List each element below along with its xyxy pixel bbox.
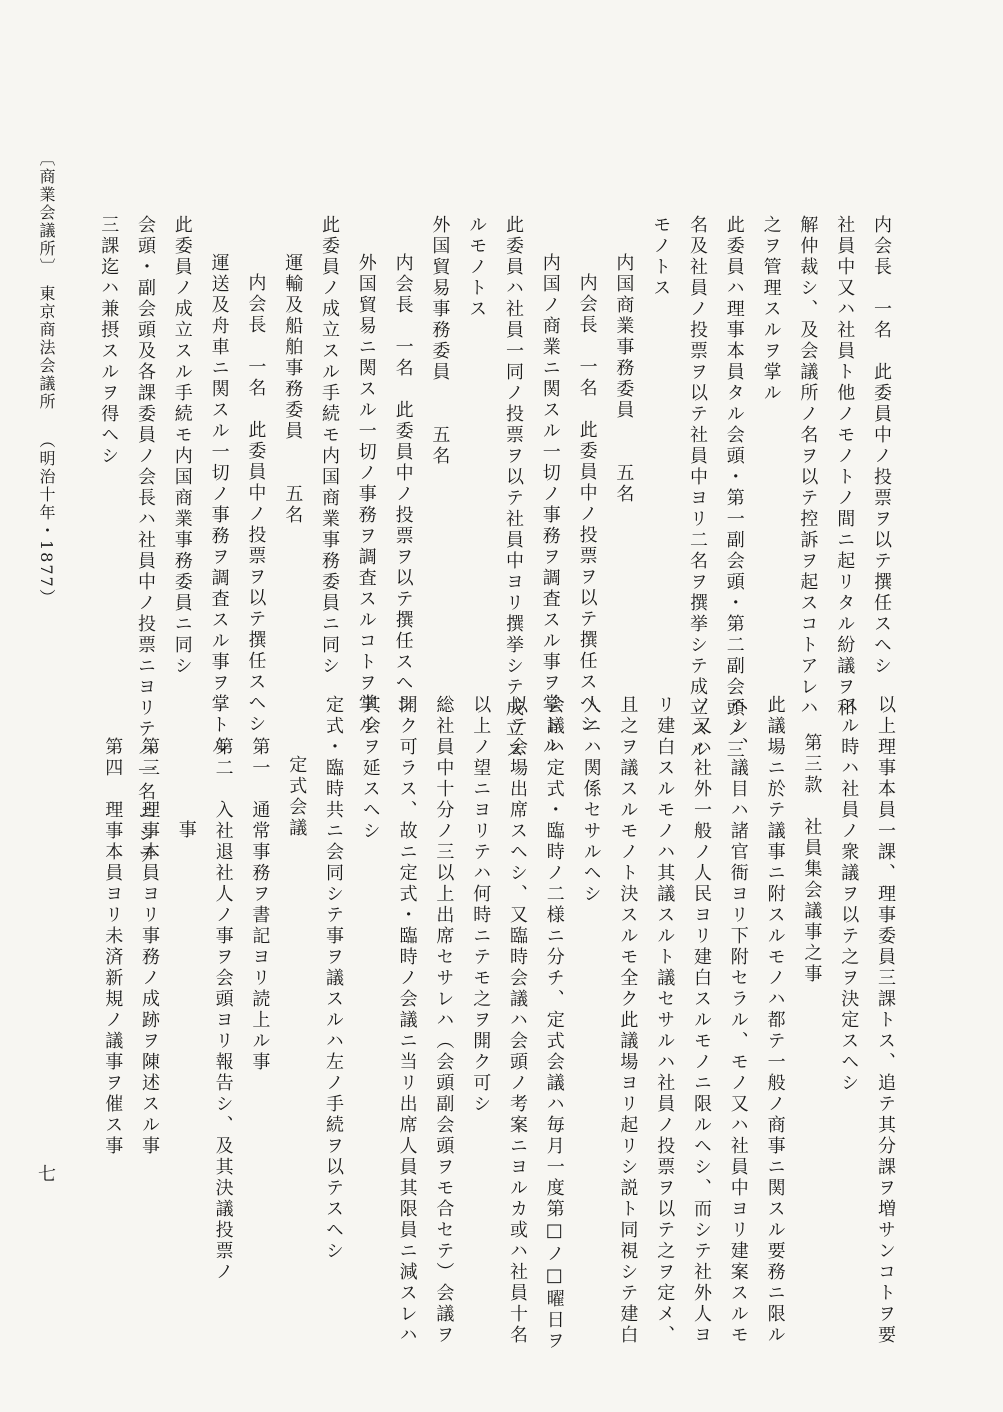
top-text-column: 内会長 一名 此委員中ノ投票ヲ以テ撰任スヘシ (392, 253, 414, 715)
bottom-text-column: 事 (175, 820, 197, 841)
bottom-text-column: 此議場ニ於テ議事ニ附スルモノハ都テ一般ノ商事ニ関スル要務ニ限ル (764, 695, 786, 1346)
bottom-text-column: 人ニハ関係セサルヘシ (580, 695, 602, 905)
top-text-column: 内会長 一名 此委員中ノ投票ヲ以テ撰任スヘシ (245, 273, 267, 735)
top-text-column: 社員中又ハ社員ト他ノモノトノ間ニ起リタル紛議ヲ和 (834, 215, 856, 719)
top-text-column: 内会長 一名 此委員中ノ投票ヲ以テ撰任スヘシ (576, 273, 598, 735)
bottom-text-column: 第四 理事本員ヨリ未済新規ノ議事ヲ催ス事 (102, 737, 124, 1157)
bottom-text-column: 会議ハ定式・臨時ノ二様ニ分チ、定式会議ハ毎月一度第□ノ□曜日ヲ (543, 695, 565, 1352)
top-text-column: 此委員ノ成立スル手続モ内国商業事務委員ニ同シ (319, 215, 340, 677)
bottom-text-column: リ建白スルモノハ其議スルト議セサルハ社員ノ投票ヲ以テ之ヲ定メ、 (654, 695, 676, 1346)
bottom-text-column: 第一 通常事務ヲ書記ヨリ読上ル事 (249, 737, 271, 1073)
bottom-text-column: 総社員中十分ノ三以上出席セサレハ（会頭副会頭ヲモ合セテ）会議ヲ (433, 695, 455, 1346)
bottom-text-column: 以上ノ望ニヨリテハ何時ニテモ之ヲ開ク可シ (470, 695, 492, 1115)
top-text-column: 内国商業事務委員 五名 (613, 253, 635, 505)
top-text-column: 三課迄ハ兼摂スルヲ得ヘシ (98, 215, 120, 467)
bottom-text-column: 其会ヲ延スヘシ (359, 695, 381, 842)
top-text-column: 解仲裁シ、及会議所ノ名ヲ以テ控訴ヲ起スコトアレハ (797, 215, 819, 719)
running-head-date-wrap (38, 432, 54, 607)
top-text-column: 外国貿易ニ関スル一切ノ事務ヲ調査スルコトヲ掌ル (355, 253, 377, 736)
top-text-column: 運輸及船舶事務委員 五名 (282, 253, 304, 526)
top-text-column: モノトス (650, 215, 672, 299)
page-number: 七 (38, 1164, 56, 1185)
bottom-text-column: 以上理事本員一課、理事委員三課トス、追テ其分課ヲ増サンコトヲ要 (875, 695, 896, 1346)
top-text-column: 外国貿易事務委員 五名 (429, 215, 451, 467)
running-head-section (38, 150, 54, 276)
bottom-text-column: 定式・臨時共ニ会同シテ事ヲ議スルハ左ノ手続ヲ以テスヘシ (323, 695, 344, 1262)
bottom-text-column: ヘシ、議目ハ諸官衙ヨリ下附セラル、モノ又ハ社員中ヨリ建案スルモ (727, 695, 749, 1346)
top-text-column: 名及社員ノ投票ヲ以テ社員中ヨリ二名ヲ撰挙シテ成立スル (687, 215, 708, 761)
top-text-column: 内国ノ商業ニ関スル一切ノ事務ヲ調査スル事ヲ掌トル (539, 253, 561, 757)
bottom-text-column: 第三 理事本員ヨリ事務ノ成跡ヲ陳述スル事 (139, 737, 160, 1157)
running-head-category: 〔商業会議所〕 (37, 150, 56, 276)
bottom-text-column: 第二 入社退社人ノ事ヲ会頭ヨリ報告シ、及其決議投票ノ (212, 737, 234, 1283)
running-head-date: （明治十年・1877） (37, 432, 56, 607)
bottom-text-column: スル時ハ社員ノ衆議ヲ以テ之ヲ決定スヘシ (838, 695, 860, 1094)
top-text-column: 此委員ハ理事本員タル会頭・第一副会頭・第二副会頭ノ三 (723, 215, 745, 761)
top-text-column: 之ヲ管理スルヲ掌ル (760, 215, 782, 404)
bottom-text-column: 以テ会場出席スヘシ、又臨時会議ハ会頭ノ考案ニヨルカ或ハ社員十名 (507, 695, 528, 1346)
top-text-column: 内会長 一名 此委員中ノ投票ヲ以テ撰任スヘシ (871, 215, 892, 677)
top-text-column: 此委員ハ社員一同ノ投票ヲ以テ社員中ヨリ撰挙シテ成立ス (503, 215, 524, 761)
top-text-column: ルモノトス (466, 215, 488, 320)
top-text-column: 運送及舟車ニ関スル一切ノ事務ヲ調査スル事ヲ掌トル (208, 253, 230, 757)
bottom-text-column: 開ク可ラス、故ニ定式・臨時ノ会議ニ当リ出席人員其限員ニ減スレハ (396, 695, 418, 1346)
running-head-publisher: 東京商法会議所 (37, 285, 56, 411)
bottom-text-column: ノ又ハ社外一般ノ人民ヨリ建白スルモノニ限ルヘシ、而シテ社外人ヨ (691, 695, 712, 1346)
bottom-text-column: 定式会議 (286, 755, 308, 839)
bottom-text-column: 且之ヲ議スルモノト決スルモ全ク此議場ヨリ起リシ説ト同視シテ建白 (617, 695, 639, 1346)
bottom-text-column: 第三款 社員集会議事之事 (801, 733, 823, 985)
running-head-title (38, 285, 54, 411)
top-text-column: 此委員ノ成立スル手続モ内国商業事務委員ニ同シ (171, 215, 193, 677)
top-text-column: 会頭・副会頭及各課委員ノ会長ハ社員中ノ投票ニヨリテハ一名ニシテ (135, 215, 156, 866)
